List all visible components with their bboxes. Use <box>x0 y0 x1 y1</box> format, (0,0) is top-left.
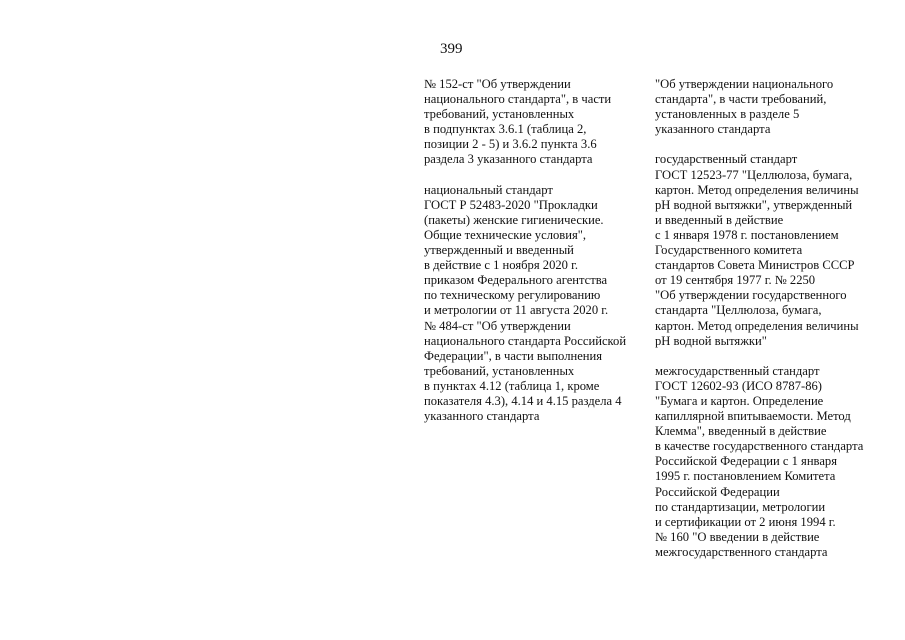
text-line: межгосударственный стандарт <box>655 363 820 378</box>
text-line: стандарта "Целлюлоза, бумага, <box>655 303 822 318</box>
text-line: ГОСТ Р 52483-2020 "Прокладки <box>424 197 598 212</box>
text-line: от 19 сентября 1977 г. № 2250 <box>655 273 816 288</box>
text-line: картон. Метод определения величины <box>655 318 859 333</box>
text-line: в действие с 1 ноября 2020 г. <box>424 258 578 273</box>
text-line: Государственного комитета <box>655 243 803 258</box>
text-line: № 152-ст "Об утверждении <box>424 77 571 91</box>
text-line: приказом Федерального агентства <box>424 273 608 288</box>
text-line: государственный стандарт <box>655 152 798 167</box>
text-paragraph <box>655 364 895 560</box>
text-line: позиции 2 - 5) и 3.6.2 пункта 3.6 <box>424 137 597 152</box>
text-line: Общие технические условия", <box>424 227 587 242</box>
text-line: картон. Метод определения величины <box>655 182 859 197</box>
text-line: требований, установленных <box>424 363 575 378</box>
text-line: Российской Федерации с 1 января <box>655 454 838 469</box>
text-line: с 1 января 1978 г. постановлением <box>655 227 839 242</box>
text-line: установленных в разделе 5 <box>655 107 800 122</box>
text-line: межгосударственного стандарта <box>655 544 828 559</box>
text-line: указанного стандарта <box>424 409 540 424</box>
text-line: национального стандарта Российской <box>424 333 627 348</box>
text-line: pH водной вытяжки", утвержденный <box>655 197 853 212</box>
text-line: "Об утверждении национального <box>655 77 834 91</box>
text-paragraph <box>655 77 895 137</box>
text-line: и сертификации от 2 июня 1994 г. <box>655 514 836 529</box>
text-line: по техническому регулированию <box>424 288 601 303</box>
text-line: pH водной вытяжки" <box>655 333 767 348</box>
text-line: Российской Федерации <box>655 484 780 499</box>
text-line: утвержденный и введенный <box>424 243 574 258</box>
text-line: национальный стандарт <box>424 182 553 197</box>
right-text-column <box>655 77 895 575</box>
text-line: в пунктах 4.12 (таблица 1, кроме <box>424 378 600 393</box>
text-line: ГОСТ 12602-93 (ИСО 8787-86) <box>655 378 822 393</box>
text-line: и введенный в действие <box>655 212 784 227</box>
text-line: стандарта", в части требований, <box>655 92 827 107</box>
text-line: раздела 3 указанного стандарта <box>424 152 593 167</box>
text-line: стандартов Совета Министров СССР <box>655 258 855 273</box>
text-line: "Об утверждении государственного <box>655 288 847 303</box>
text-line: требований, установленных <box>424 107 575 122</box>
text-paragraph <box>424 183 654 425</box>
text-line: Федерации", в части выполнения <box>424 348 603 363</box>
page-number: 399 <box>440 41 463 57</box>
text-line: (пакеты) женские гигиенические. <box>424 212 604 227</box>
text-line: по стандартизации, метрологии <box>655 499 826 514</box>
left-text-column <box>424 77 654 439</box>
text-line: капиллярной впитываемости. Метод <box>655 409 851 424</box>
text-line: № 484-ст "Об утверждении <box>424 318 571 333</box>
text-line: "Бумага и картон. Определение <box>655 393 824 408</box>
text-line: показателя 4.3), 4.14 и 4.15 раздела 4 <box>424 393 622 408</box>
text-line: и метрологии от 11 августа 2020 г. <box>424 303 609 318</box>
text-line: 1995 г. постановлением Комитета <box>655 469 836 484</box>
text-paragraph <box>424 77 654 168</box>
text-line: Клемма", введенный в действие <box>655 424 827 439</box>
text-line: № 160 "О введении в действие <box>655 529 820 544</box>
text-line: указанного стандарта <box>655 122 771 137</box>
text-line: в качестве государственного стандарта <box>655 439 864 454</box>
text-paragraph <box>655 152 895 348</box>
text-line: в подпунктах 3.6.1 (таблица 2, <box>424 122 587 137</box>
text-line: ГОСТ 12523-77 "Целлюлоза, бумага, <box>655 167 853 182</box>
text-line: национального стандарта", в части <box>424 92 612 107</box>
